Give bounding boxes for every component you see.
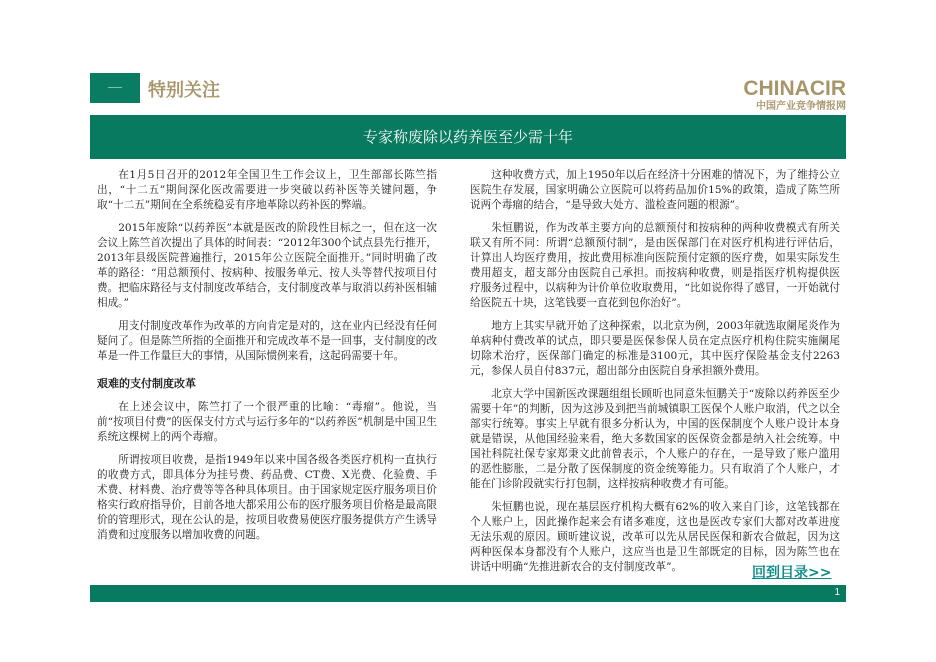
paragraph: 朱恒鹏说，作为改革主要方向的总额预付和按病种的两种收费模式有所关联又有所不同：所谓“总额预付制”，是由医保部门在对医疗机构进行评估后，计算出人均医疗费用，按此费用标准向医院预付定额的医疗费，如果实际发生费用超支，超支部分由医院自己承担。而按病种收费，则是指医疗机构提供医疗服务过程中，以病种为计价单位收取费用，“比如说你得了感冒，一开始就付给医院五十块，这笔钱要一直花到包你治好”。 [470, 222, 840, 309]
paragraph: 在上述会议中，陈竺打了一个很严重的比喻：“毒瘤”。他说，当前“按项目付费”的医保支付方式与运行多年的“以药养医”机制是中国卫生系统这棵树上的两个毒瘤。 [97, 401, 437, 443]
article-title: 专家称废除以药养医至少需十年 [90, 115, 846, 159]
brand-logo [743, 78, 846, 114]
paragraph: 地方上其实早就开始了这种探索，以北京为例，2003年就选取阑尾炎作为单病种付费改革的试点，即只要是医保参保人员在定点医疗机构住院实施阑尾切除术治疗，医保部门确定的标准是3100元，其中医疗保险基金支付2263元，参保人员自付837元，超出部分由医院自身承担额外费用。 [470, 320, 840, 377]
paragraph: 这种收费方式，加上1950年以后在经济十分困难的情况下，为了维持公立医院生存发展，国家明确公立医院可以将药品加价15%的政策，造成了陈竺所说两个毒瘤的结合，“是导致大处方、滥检查问题的根源”。 [470, 169, 840, 211]
section-logo [90, 73, 140, 103]
paragraph: 所谓按项目收费，是指1949年以来中国各级各类医疗机构一直执行的收费方式，即具体分为挂号费、药品费、CT费、X光费、化验费、手术费、材料费、治疗费等等各种具体项目。由于国家规定医疗服务项目价格实行政府指导价，目前各地大都采用公布的医疗服务项目价格是最高限价的管理形式，现在公认的是，按项目收费易使医疗服务提供方产生诱导消费和过度服务以增加收费的问题。 [97, 454, 437, 541]
paragraph: 朱恒鹏也说，现在基层医疗机构大概有62%的收入来自门诊，这笔钱都在个人账户上，因此操作起来会有诸多难度，这也是医改专家们大都对改革进度无法乐观的原因。顾昕建议说，改革可以先从居民医保和新农合做起，因为这两种医保本身都没有个人账户，这应当也是卫生部既定的目标，因为陈竺也在讲话中明确“先推进新农合的支付制度改革”。 [470, 501, 840, 573]
brand-name: CHINACIR [743, 77, 846, 100]
right-column [470, 168, 840, 583]
section-title: 特别关注 [148, 80, 220, 101]
left-column [97, 168, 437, 551]
paragraph: 2015年废除“以药养医”本就是医改的阶段性目标之一，但在这一次会议上陈竺首次提出了具体的时间表：“2012年300个试点县先行推开，2013年县级医院普遍推行，2015年公立医院全面推开。”同时明确了改革的路径：“用总额预付、按病种、按服务单元、按人头等替代按项目付费。把临床路径与支付制度改革结合，支付制度改革与取消以药补医相辅相成。” [97, 222, 437, 309]
paragraph: 用支付制度改革作为改革的方向肯定是对的，这在业内已经没有任何疑问了。但是陈竺所指的全面推开和完成改革不是一回事，支付制度的改革是一件工作量巨大的事情，从国际惯例来看，这起码需要十年。 [97, 320, 437, 362]
back-to-toc-link[interactable]: 回到目录>> [752, 565, 832, 581]
page-number: 1 [834, 587, 840, 598]
paragraph: 在1月5日召开的2012年全国卫生工作会议上，卫生部部长陈竺指出，“十二五”期间深化医改需要进一步突破以药补医等关键问题，争取“十二五”期间在全系统稳妥有序地革除以药补医的弊端。 [97, 169, 437, 211]
logo-dash-icon [108, 87, 122, 88]
paragraph: 北京大学中国新医改课题组组长顾昕也同意朱恒鹏关于“废除以药养医至少需要十年”的判断，因为这涉及到把当前城镇职工医保个人账户取消，代之以全部实行统筹。事实上早就有很多分析认为，中国的医保制度个人账户设计本身就是错误，从他国经验来看，绝大多数国家的医保资金都是纳入社会统筹。中国社科院社保专家郑秉文此前曾表示，个人账户的存在，一是导致了账户滥用的恶性膨胀，二是分散了医保制度的资金统筹能力。只有取消了个人账户，才能在门诊阶段就实行打包制，这样按病种收费才有可能。 [470, 388, 840, 490]
footer-bar [90, 585, 846, 602]
brand-tagline: 中国产业竞争情报网 [756, 101, 846, 112]
subheading: 艰难的支付制度改革 [97, 377, 196, 390]
